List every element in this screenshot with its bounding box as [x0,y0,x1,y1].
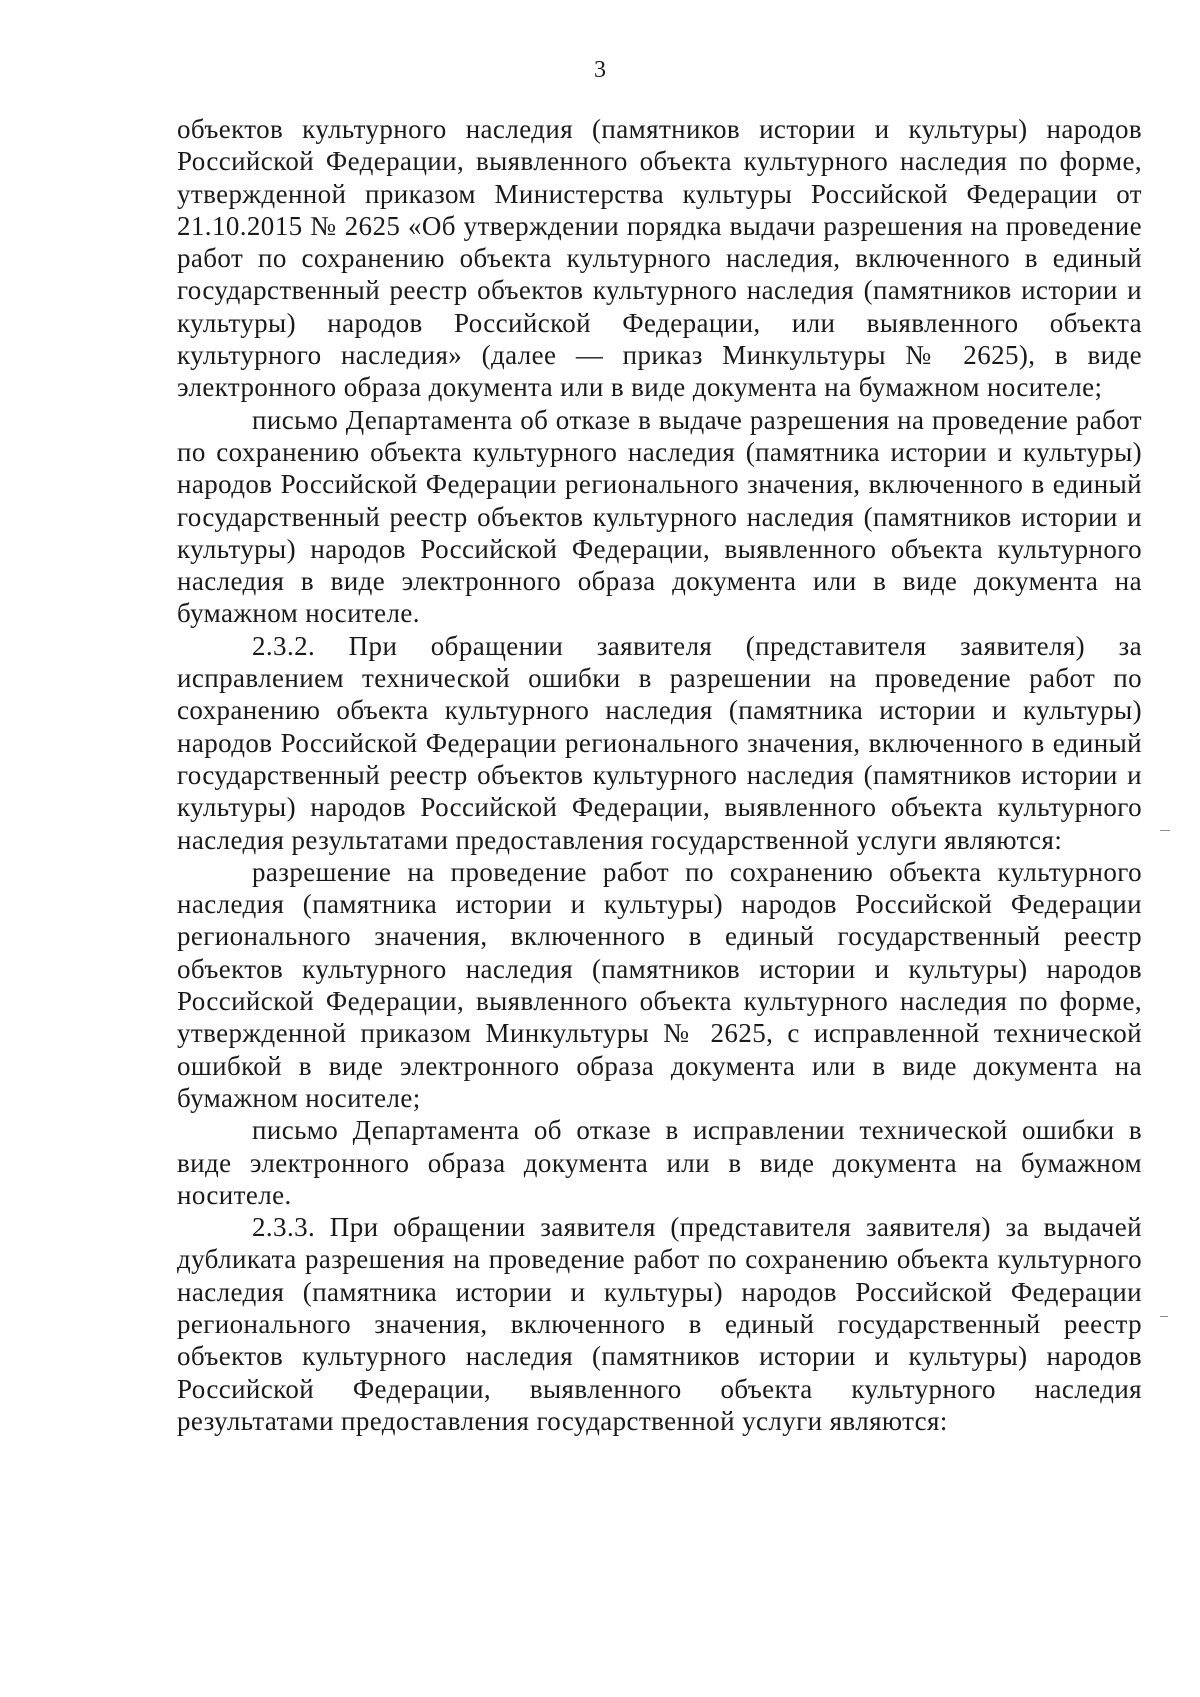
page-number: 3 [594,57,606,83]
paragraph-refusal-letter: письмо Департамента об отказе в выдаче разрешения на проведение работ по сохранению объекта культурного наследия (памятника истории и культуры) народов Российской Федерации регионального значения, включенного в единый государственный реестр объектов культурного наследия (памятников истории и культуры) народов Российской Федерации, выявленного объекта культурного наследия в виде электронного образа документа или в виде документа на бумажном носителе. [177,404,1142,629]
scan-artifact [1160,1316,1168,1317]
scan-artifact [1160,830,1170,831]
paragraph-2-3-3: 2.3.3. При обращении заявителя (представителя заявителя) за выдачей дубликата разрешения на проведение работ по сохранению объекта культурного наследия (памятника истории и культуры) народов Российской Федерации регионального значения, включенного в единый государственный реестр объектов культурного наследия (памятников истории и культуры) народов Российской Федерации, выявленного объекта культурного наследия результатами предоставления государственной услуги являются: [177,1212,1142,1436]
paragraph-continued: объектов культурного наследия (памятников истории и культуры) народов Российской Федерации, выявленного объекта культурного наследия по форме, утвержденной приказом Министерства культуры Российской Федерации от 21.10.2015 № 2625 «Об утверждении порядка выдачи разрешения на проведение работ по сохранению объекта культурного наследия, включенного в единый государственный реестр объектов культурного наследия (памятников истории и культуры) народов Российской Федерации, или выявленного объекта культурного наследия» (далее — приказ Минкультуры № 2625), в виде электронного образа документа или в виде документа на бумажном носителе; [177,114,1142,403]
document-body [177,113,1142,1437]
paragraph-2-3-2: 2.3.2. При обращении заявителя (представителя заявителя) за исправлением технической ошибки в разрешении на проведение работ по сохранению объекта культурного наследия (памятника истории и культуры) народов Российской Федерации регионального значения, включенного в единый государственный реестр объектов культурного наследия (памятников истории и культуры) народов Российской Федерации, выявленного объекта культурного наследия результатами предоставления государственной услуги являются: [177,630,1142,855]
paragraph-permit-corrected: разрешение на проведение работ по сохранению объекта культурного наследия (памятника истории и культуры) народов Российской Федерации регионального значения, включенного в единый государственный реестр объектов культурного наследия (памятников истории и культуры) народов Российской Федерации, выявленного объекта культурного наследия по форме, утвержденной приказом Минкультуры № 2625, с исправленной технической ошибкой в виде электронного образа документа или в виде документа на бумажном носителе; [177,856,1142,1113]
paragraph-correction-refusal: письмо Департамента об отказе в исправлении технической ошибки в виде электронного образа документа или в виде документа на бумажном носителе. [177,1115,1142,1210]
